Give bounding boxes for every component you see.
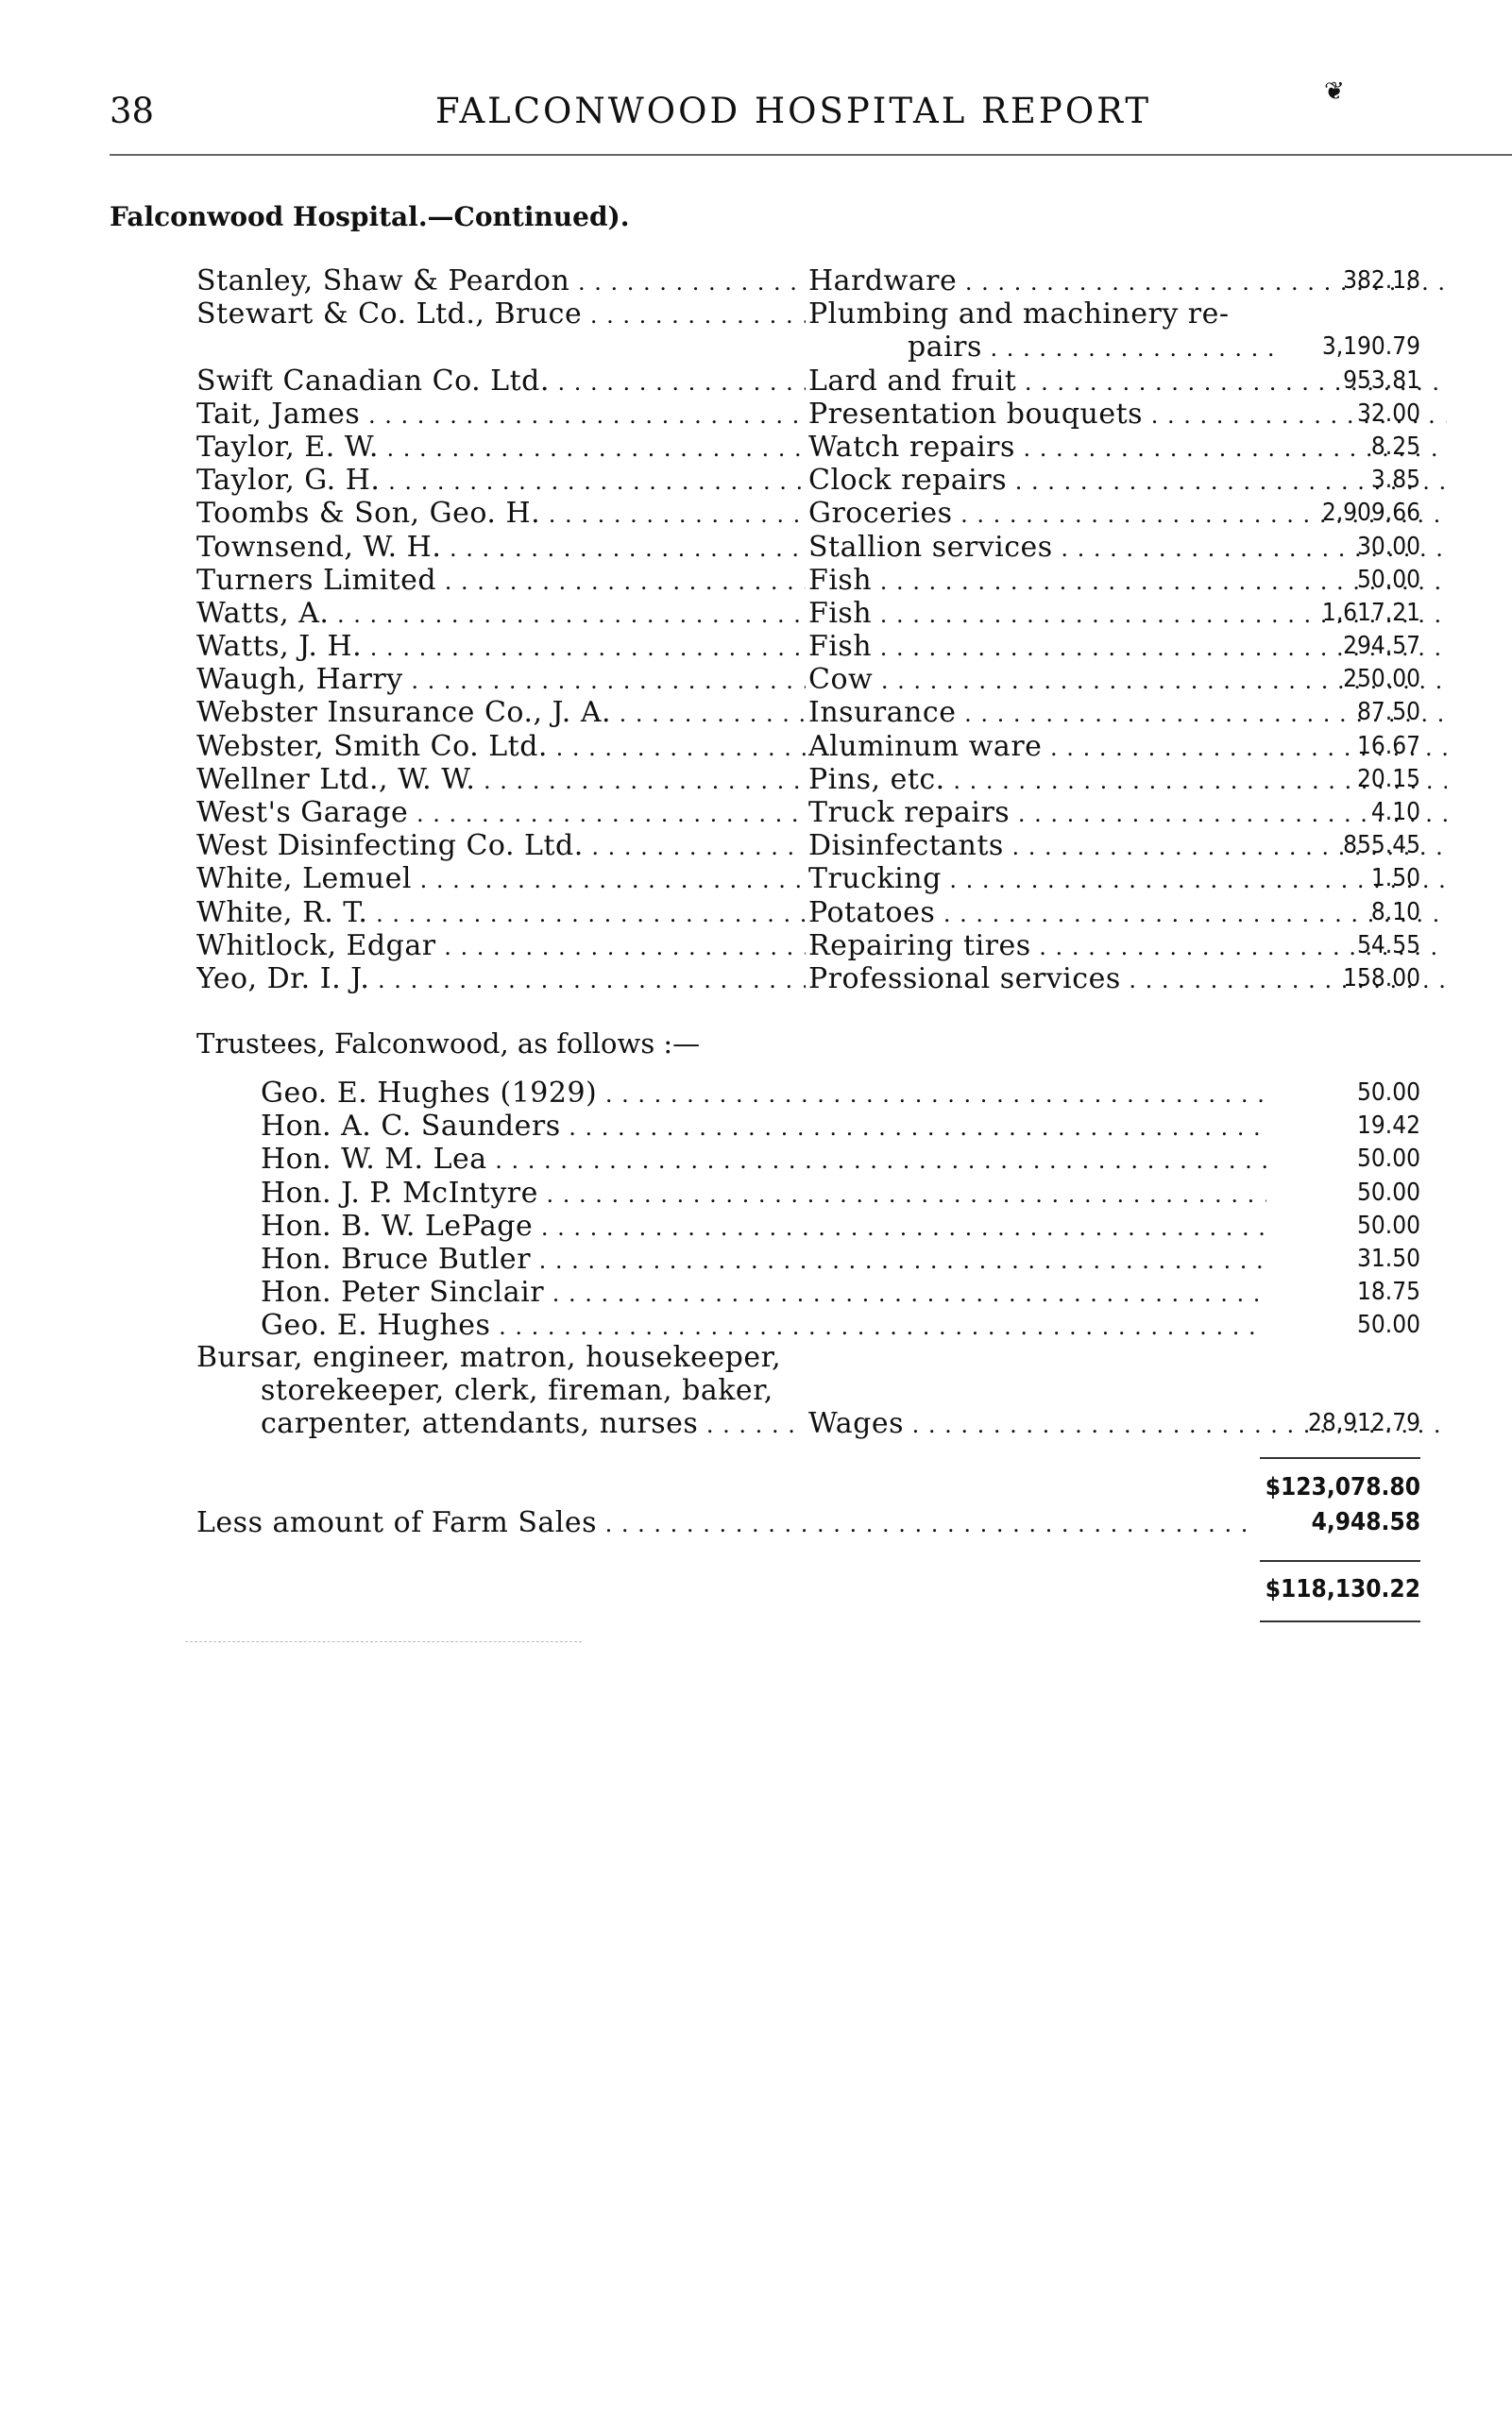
payment-purpose: Fish . . . — [808, 597, 1447, 632]
payment-purpose: Stallion services . . . — [808, 531, 1447, 566]
payment-purpose: Trucking . . . — [808, 862, 1447, 897]
section-title: Falconwood Hospital.—Continued). — [110, 201, 630, 232]
wages-amount: 28,912.79 — [1307, 1409, 1420, 1437]
payment-amount: 250.00 — [1343, 665, 1420, 694]
subtotal-rule — [1260, 1457, 1420, 1459]
payment-amount: 54.55 — [1357, 930, 1420, 959]
subtotal-amount: $123,078.80 — [1265, 1473, 1420, 1501]
table-row — [196, 962, 1420, 995]
payment-amount: 3.85 — [1370, 466, 1420, 495]
trustee-row — [261, 1143, 1420, 1176]
trustee-amount: 50.00 — [1357, 1078, 1420, 1107]
table-row — [196, 365, 1420, 398]
payment-amount: 1.50 — [1370, 864, 1420, 893]
trustee-name: Hon. J. P. McIntyre . . . — [261, 1177, 1266, 1212]
table-row — [196, 663, 1420, 696]
table-row — [196, 531, 1420, 564]
total-rule — [1260, 1560, 1420, 1562]
trustees-list — [261, 1077, 1420, 1343]
payment-amount: 87.50 — [1357, 698, 1420, 727]
payee-name: Turners Limited . . . — [196, 564, 806, 599]
payment-purpose: Repairing tires . . . — [808, 929, 1447, 964]
table-row — [196, 630, 1420, 663]
trustee-row — [261, 1243, 1420, 1276]
page-header — [110, 77, 1512, 138]
farm-sales-label: Less amount of Farm Sales . . . — [196, 1506, 1254, 1541]
trustee-amount: 19.42 — [1357, 1111, 1420, 1141]
payee-name: Tait, James . . . — [196, 398, 806, 433]
payment-purpose: Groceries . . . — [808, 497, 1447, 532]
wages-desc-line-2: storekeeper, clerk, fireman, baker, — [261, 1374, 773, 1407]
payment-purpose: Aluminum ware . . . — [808, 730, 1447, 765]
trustee-amount: 18.75 — [1357, 1278, 1420, 1307]
payment-amount: 8.25 — [1370, 432, 1420, 461]
payment-amount: 3,190.79 — [1321, 332, 1420, 362]
payment-amount: 20.15 — [1357, 764, 1420, 793]
trustee-name: Hon. Peter Sinclair . . . — [261, 1276, 1266, 1311]
payment-purpose: Cow . . . — [808, 663, 1447, 698]
payee-name: Watts, J. H. . . . — [196, 630, 806, 665]
payment-amount: 382.18 — [1343, 266, 1420, 295]
payment-amount: 158.00 — [1343, 963, 1420, 992]
total-amount: $118,130.22 — [1265, 1575, 1420, 1603]
payment-amount: 16.67 — [1357, 731, 1420, 760]
trustee-name: Geo. E. Hughes (1929) . . . — [261, 1077, 1266, 1111]
trustee-row — [261, 1177, 1420, 1210]
table-row — [196, 829, 1420, 862]
trustee-amount: 50.00 — [1357, 1311, 1420, 1340]
payee-name: Toombs & Son, Geo. H. . . . — [196, 497, 806, 532]
table-row — [196, 331, 1420, 364]
payment-purpose: Presentation bouquets . . . — [808, 398, 1447, 433]
trustee-amount: 50.00 — [1357, 1145, 1420, 1174]
printer-mark-icon: ❦ — [1324, 77, 1345, 106]
payment-purpose: Disinfectants . . . — [808, 829, 1447, 864]
table-row — [196, 497, 1420, 530]
payee-name: Webster, Smith Co. Ltd. . . . — [196, 730, 806, 765]
table-row — [196, 597, 1420, 630]
table-row — [196, 431, 1420, 464]
payment-purpose: Clock repairs . . . — [808, 464, 1447, 499]
payment-purpose: Truck repairs . . . — [808, 796, 1447, 831]
wages-desc-line-3: carpenter, attendants, nurses . . . — [261, 1407, 806, 1442]
table-row — [196, 264, 1420, 297]
payment-purpose: pairs . . . — [908, 331, 1285, 365]
payment-purpose: Hardware . . . — [808, 264, 1447, 299]
payment-amount: 855.45 — [1343, 831, 1420, 860]
payment-purpose: Professional services . . . — [808, 962, 1447, 997]
wages-desc-line-1: Bursar, engineer, matron, housekeeper, — [196, 1341, 782, 1374]
table-row — [196, 464, 1420, 497]
table-row — [196, 398, 1420, 431]
trustee-name: Hon. W. M. Lea . . . — [261, 1143, 1266, 1178]
payee-name: Townsend, W. H. . . . — [196, 531, 806, 566]
trustee-amount: 50.00 — [1357, 1178, 1420, 1207]
payment-amount: 2,909.66 — [1321, 499, 1420, 528]
trustee-amount: 50.00 — [1357, 1211, 1420, 1240]
trustees-heading: Trustees, Falconwood, as follows :— — [196, 1027, 701, 1060]
trustee-name: Hon. A. C. Saunders . . . — [261, 1110, 1266, 1145]
payee-name: Wellner Ltd., W. W. . . . — [196, 763, 806, 798]
trustee-name: Hon. B. W. LePage . . . — [261, 1210, 1266, 1245]
faint-rule — [185, 1641, 582, 1642]
payee-name: Taylor, E. W. . . . — [196, 431, 806, 466]
table-row — [196, 796, 1420, 829]
trustee-row — [261, 1276, 1420, 1309]
trustee-name: Geo. E. Hughes . . . — [261, 1309, 1266, 1344]
payee-name: Webster Insurance Co., J. A. . . . — [196, 696, 806, 731]
payment-purpose: Fish . . . — [808, 630, 1447, 665]
table-row — [196, 696, 1420, 729]
payee-name: Taylor, G. H. . . . — [196, 464, 806, 499]
payment-purpose: Fish . . . — [808, 564, 1447, 599]
payee-name: West's Garage . . . — [196, 796, 806, 831]
payee-name: Yeo, Dr. I. J. . . . — [196, 962, 806, 997]
payment-amount: 294.57 — [1343, 632, 1420, 661]
payment-amount: 4.10 — [1370, 798, 1420, 826]
table-row — [196, 297, 1420, 331]
payee-name: White, R. T. . . . — [196, 896, 806, 931]
payment-amount: 1,617.21 — [1321, 598, 1420, 627]
payee-name: Stewart & Co. Ltd., Bruce . . . — [196, 297, 806, 332]
expenditure-list — [196, 264, 1420, 995]
report-title: FALCONWOOD HOSPITAL REPORT — [435, 91, 1152, 131]
payee-name: Stanley, Shaw & Peardon . . . — [196, 264, 806, 299]
trustee-row — [261, 1110, 1420, 1143]
payee-name: Swift Canadian Co. Ltd. . . . — [196, 365, 806, 399]
payment-purpose: Plumbing and machinery re- — [808, 297, 1230, 331]
page-number: 38 — [110, 91, 155, 131]
payment-amount: 8.10 — [1370, 897, 1420, 926]
trustee-amount: 31.50 — [1357, 1244, 1420, 1273]
payment-purpose: Lard and fruit . . . — [808, 365, 1447, 399]
table-row — [196, 730, 1420, 763]
trustee-row — [261, 1077, 1420, 1110]
payment-amount: 32.00 — [1357, 399, 1420, 428]
table-row — [196, 896, 1420, 929]
trustee-row — [261, 1309, 1420, 1342]
table-row — [196, 763, 1420, 796]
payee-name: Watts, A. . . . — [196, 597, 806, 632]
table-row — [196, 564, 1420, 597]
header-rule — [110, 154, 1512, 156]
trustee-name: Hon. Bruce Butler . . . — [261, 1243, 1266, 1278]
payee-name: White, Lemuel . . . — [196, 862, 806, 897]
payment-purpose: Potatoes . . . — [808, 896, 1447, 931]
trustee-row — [261, 1210, 1420, 1243]
wages-purpose: Wages . . . — [808, 1407, 1447, 1442]
payee-name: Whitlock, Edgar . . . — [196, 929, 806, 964]
farm-sales-amount: 4,948.58 — [1311, 1508, 1420, 1536]
payee-name: West Disinfecting Co. Ltd. . . . — [196, 829, 806, 864]
table-row — [196, 929, 1420, 962]
total-underline — [1260, 1620, 1420, 1622]
table-row — [196, 862, 1420, 895]
payment-purpose: Watch repairs . . . — [808, 431, 1447, 466]
payee-name: Waugh, Harry . . . — [196, 663, 806, 698]
payment-purpose: Pins, etc. . . . — [808, 763, 1447, 798]
payment-purpose: Insurance . . . — [808, 696, 1447, 731]
payment-amount: 50.00 — [1357, 565, 1420, 594]
payment-amount: 30.00 — [1357, 532, 1420, 561]
payment-amount: 953.81 — [1343, 365, 1420, 395]
